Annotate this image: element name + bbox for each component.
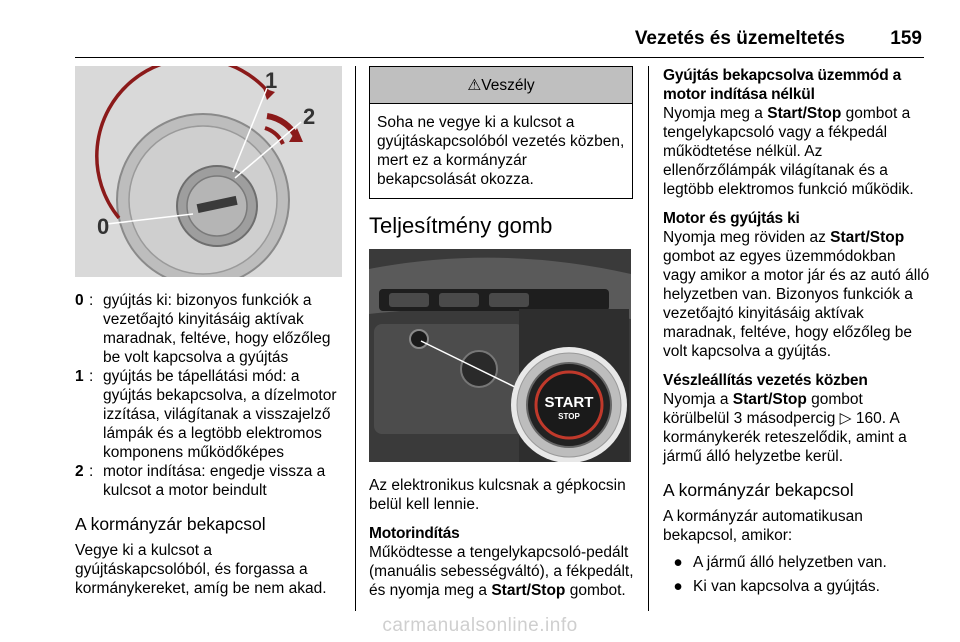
legend-key: 2 [75,463,84,480]
legend-text: gyújtás be tápellátási mód: a gyújtás bekapcsolva, a dízelmotor izzítása, világítanak a visszajelző lámpák és a legtöbb elektromos komponens működőképes [103,368,337,461]
start-button-label: START [544,394,594,411]
legend-key: 1 [75,368,84,385]
warning-header [370,67,632,104]
ignition-mode-text: Nyomja meg a Start/Stop gombot a tengelykapcsoló vagy a fékpedál működtetése nélkül. Az ellenőrzőlámpák világítanak és a legtöbb elektromos funkció működik. [663,105,914,198]
stop-button-label: STOP [558,412,580,421]
bullet-list [663,553,930,596]
section-text: A kormányzár automatikusan bekapcsol, amikor: [663,508,863,544]
start-stop-term: Start/Stop [830,229,905,246]
engine-off-text: Nyomja meg röviden az Start/Stop gombot az egyes üzemmódokban vagy amikor a motor jár és az autó álló helyzetben van. Bizonyos funkciók a vezetőajtó kinyitásáig aktívak maradnak, feltéve, hogy előzőleg be volt kapcsolva a gyújtás. [663,229,930,360]
legend-item: 1 : gyújtás be tápellátási mód: a gyújtás bekapcsolva, a dízelmotor izzítása, világítanak a visszajelző lámpák és a legtöbb elektromos komponens működőképes [75,367,342,462]
column-divider-2 [648,66,649,611]
section-text: Vegye ki a kulcsot a gyújtáskapcsolóból, és forgassa a kormánykereket, amíg be nem akad. [75,542,327,597]
bullet-icon: ● [673,578,683,595]
ignition-switch-figure [75,66,342,277]
page-number: 159 [890,28,922,49]
list-item: ● A jármű álló helyzetben van. [663,553,930,572]
page-title: Vezetés és üzemeltetés [634,28,845,49]
subheading-engine-off: Motor és gyújtás ki [663,210,800,227]
legend-key: 0 [75,292,84,309]
section-heading: A kormányzár bekapcsol [663,480,854,500]
column-divider-1 [355,66,356,611]
list-item: ● Ki van kapcsolva a gyújtás. [663,577,930,596]
warning-title: Veszély [481,77,535,94]
page-reference[interactable]: 160. A kormánykerék reteszelődik, amint a jármű álló helyzetbe kerül. [663,410,907,465]
start-stop-term: Start/Stop [732,391,807,408]
figure-legend [75,291,342,500]
legend-text: motor indítása: engedje vissza a kulcsot a motor beindult [103,463,326,499]
dashboard-illustration [369,249,631,462]
bullet-icon: ● [673,554,683,571]
legend-item: 2 : motor indítása: engedje vissza a kulcsot a motor beindult [75,462,342,500]
column-1 [75,66,342,598]
section-heading: A kormányzár bekapcsol [75,514,266,534]
photo-caption: Az elektronikus kulcsnak a gépkocsin belül kell lennie. [369,477,626,513]
figure-label-1: 1 [265,68,278,93]
header-rule [75,57,924,58]
page-reference-icon: ▷ [839,410,852,427]
subheading-emergency-stop: Vészleállítás vezetés közben [663,372,868,389]
emergency-stop-text: Nyomja a Start/Stop gombot körülbelül 3 másodpercig ▷ 160. A kormánykerék reteszelődik, amint a jármű álló helyzetbe kerül. [663,391,907,465]
start-stop-term: Start/Stop [767,105,842,122]
figure-label-0: 0 [97,214,110,239]
subheading-motor-start: Motorindítás [369,525,460,542]
ignition-switch-illustration [75,66,342,277]
warning-text: Soha ne vegye ki a kulcsot a gyújtáskapcsolóból vezetés közben, mert ez a kormányzár bekapcsolását okozza. [377,114,625,188]
subheading-ignition-mode: Gyújtás bekapcsolva üzemmód a motor indítása nélkül [663,67,901,103]
motor-start-text: Működtesse a tengelykapcsoló-pedált (manuális sebességváltó), a fékpedált, és nyomja meg a Start/Stop gombot. [369,544,634,599]
watermark: carmanualsonline.info [382,615,578,636]
figure-label-2: 2 [303,104,316,129]
legend-text: gyújtás ki: bizonyos funkciók a vezetőajtó kinyitásáig aktívak maradnak, feltéve, hogy előzőleg be volt kapcsolva a gyújtás [103,292,331,366]
page-header [0,0,960,62]
column-3 [663,66,930,601]
legend-item: 0 : gyújtás ki: bizonyos funkciók a vezetőajtó kinyitásáig aktívak maradnak, feltéve, hogy előzőleg be volt kapcsolva a gyújtás [75,291,342,367]
column-2 [369,66,636,600]
section-heading: Teljesítmény gomb [369,213,553,238]
start-stop-photo [369,249,631,462]
warning-triangle-icon: ⚠ [467,77,482,94]
warning-box [369,66,633,199]
start-stop-term: Start/Stop [491,582,566,599]
